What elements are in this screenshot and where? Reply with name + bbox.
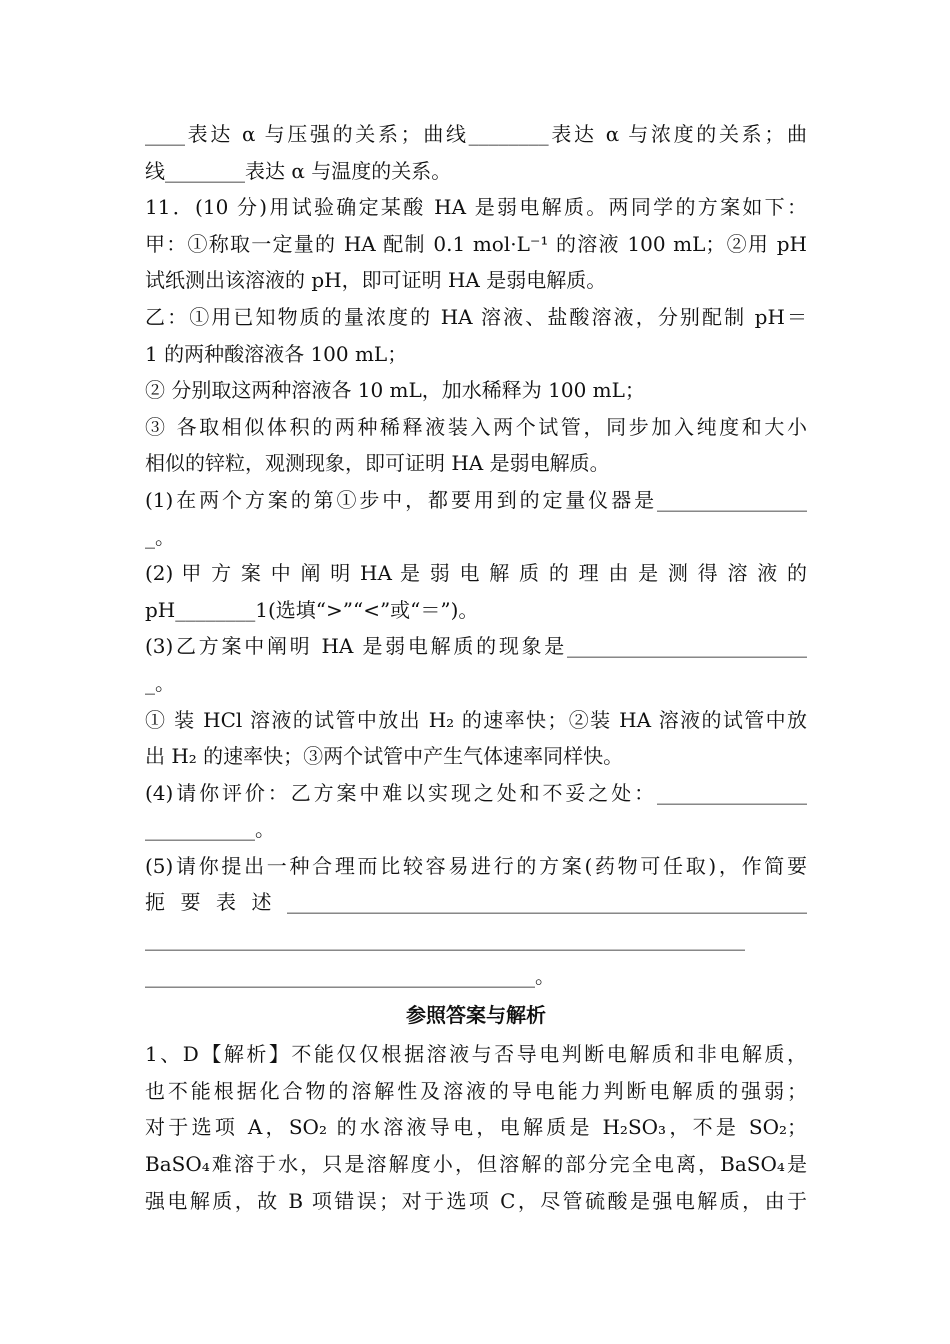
question-part-1: (1)在两个方案的第①步中，都要用到的定量仪器是_______________ xyxy=(145,487,807,512)
answer-heading: 参照答案与解析 xyxy=(406,1003,546,1028)
text-line: 扼要表述____________________________________________________ xyxy=(145,890,807,915)
text-line: ____________________________________________________________ xyxy=(145,927,745,952)
text-line: _。 xyxy=(145,524,175,549)
answer-line: BaSO₄难溶于水，只是溶解度小，但溶解的部分完全电离，BaSO₄是 xyxy=(145,1152,807,1177)
text-line: 甲：①称取一定量的 HA 配制 0.1 mol·L⁻¹ 的溶液 100 mL；②用 pH xyxy=(145,231,807,256)
text-line: 线________表达 α 与温度的关系。 xyxy=(145,158,452,183)
text-line: 1 的两种酸溶液各 100 mL； xyxy=(145,341,408,366)
answer-line: 强电解质，故 B 项错误；对于选项 C，尽管硫酸是强电解质，由于 xyxy=(145,1188,807,1213)
answer-line: 1、D【解析】不能仅仅根据溶液与否导电判断电解质和非电解质， xyxy=(145,1042,807,1067)
text-line: _。 xyxy=(145,670,175,695)
text-line: 试纸测出该溶液的 pH，即可证明 HA 是弱电解质。 xyxy=(145,268,607,293)
text-line: pH________1(选填“>”“<”或“＝”)。 xyxy=(145,597,479,622)
text-line: 相似的锌粒，观测现象，即可证明 HA 是弱电解质。 xyxy=(145,451,610,476)
document-body xyxy=(145,116,807,1219)
text-line: 乙：①用已知物质的量浓度的 HA 溶液、盐酸溶液，分别配制 pH＝ xyxy=(145,304,807,329)
question-part-3: (3)乙方案中阐明 HA 是弱电解质的现象是________________________ xyxy=(145,634,807,659)
question-part-5: (5)请你提出一种合理而比较容易进行的方案(药物可任取)，作简要 xyxy=(145,853,807,878)
question-part-4: (4)请你评价：乙方案中难以实现之处和不妥之处：_______________ xyxy=(145,780,807,805)
question-11-title: 11．(10 分)用试验确定某酸 HA 是弱电解质。两同学的方案如下： xyxy=(145,195,807,220)
text-line: ___________。 xyxy=(145,817,275,842)
text-line: 出 H₂ 的速率快；③两个试管中产生气体速率同样快。 xyxy=(145,744,624,769)
answer-line: 对于选项 A，SO₂ 的水溶液导电，电解质是 H₂SO₃，不是 SO₂； xyxy=(145,1115,807,1140)
text-line: _______________________________________。 xyxy=(145,963,555,988)
answer-line: 也不能根据化合物的溶解性及溶液的导电能力判断电解质的强弱； xyxy=(145,1078,807,1103)
question-part-2: (2) 甲 方 案 中 阐 明 HA 是 弱 电 解 质 的 理 由 是 测 得 溶 液 的 xyxy=(145,561,807,586)
text-line: ③ 各取相似体积的两种稀释液装入两个试管，同步加入纯度和大小 xyxy=(145,414,807,439)
text-line: ____表达 α 与压强的关系；曲线________表达 α 与浓度的关系；曲 xyxy=(145,122,807,146)
text-line: ① 装 HCl 溶液的试管中放出 H₂ 的速率快；②装 HA 溶液的试管中放 xyxy=(145,707,807,732)
text-line: ② 分别取这两种溶液各 10 mL，加水稀释为 100 mL； xyxy=(145,378,645,403)
